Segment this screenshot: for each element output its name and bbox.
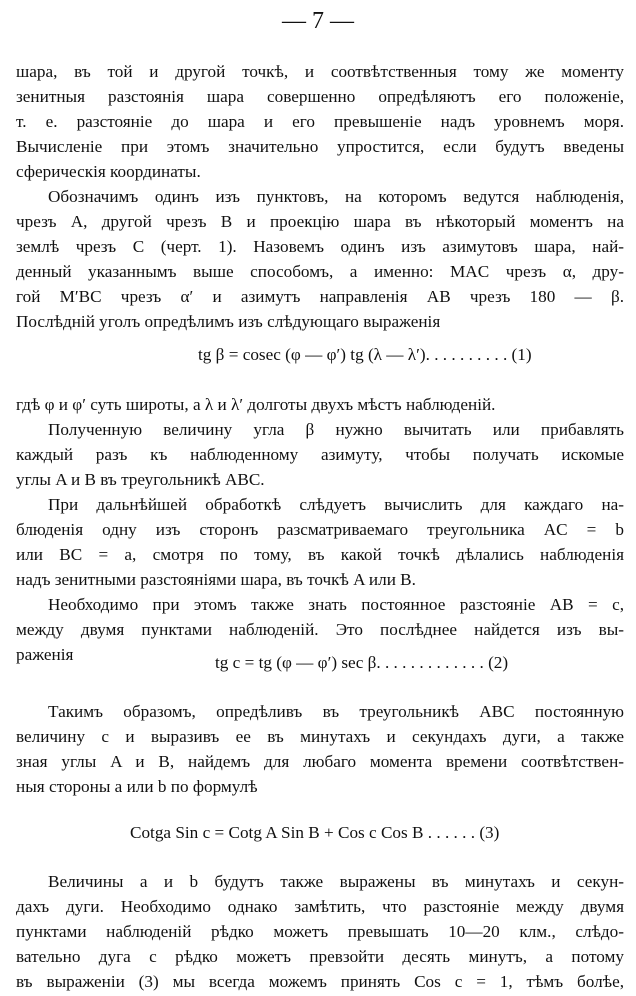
text-line: гдѣ φ и φ′ суть широты, а λ и λ′ долготы двухъ мѣстъ наблюденій.: [16, 395, 496, 414]
text-line: въ выраженіи (3) мы всегда можемъ принять Cos c = 1, тѣмъ болѣе,: [16, 972, 624, 991]
text-line: раженія: [16, 645, 74, 664]
text-line: чрезъ A, другой чрезъ B и проекцію шара въ нѣкоторый моментъ на: [16, 212, 624, 231]
text-line: или BC = a, смотря по тому, въ какой точкѣ дѣлались наблюденія: [16, 545, 624, 564]
text-line: надъ зенитными разстояніями шара, въ точкѣ A или B.: [16, 570, 416, 589]
text-line: Обозначимъ одинъ изъ пунктовъ, на которомъ ведутся наблюденія,: [48, 187, 624, 206]
text-line: землѣ чрезъ C (черт. 1). Назовемъ одинъ изъ азимутовъ шара, най-: [16, 237, 624, 256]
text-line: пунктами наблюденій рѣдко можетъ превышать 10—20 клм., слѣдо-: [16, 922, 624, 941]
page-number: — 7 —: [282, 8, 354, 34]
text-line: денный указаннымъ выше способомъ, а именно: MAC чрезъ α, дру-: [16, 262, 624, 281]
text-line: вательно дуга c рѣдко можетъ превзойти десять минутъ, а потому: [16, 947, 624, 966]
equation-3: Cotga Sin c = Cotg A Sin B + Cos c Cos B . . . . . . (3): [130, 823, 500, 842]
text-line: зенитныя разстоянія шара совершенно опредѣляютъ его положеніе,: [16, 87, 624, 106]
text-line: дахъ дуги. Необходимо однако замѣтить, что разстояніе между двумя: [16, 897, 624, 916]
text-line: Необходимо при этомъ также знать постоянное разстояніе AB = c,: [48, 595, 624, 614]
equation-2: tg c = tg (φ — φ′) sec β. . . . . . . . . . . . . (2): [215, 653, 509, 672]
text-line: между двумя пунктами наблюденій. Это послѣднее найдется изъ вы-: [16, 620, 624, 639]
text-line: блюденія одну изъ сторонъ разсматриваемаго треугольника AC = b: [16, 520, 624, 539]
text-line: Послѣдній уголъ опредѣлимъ изъ слѣдующаго выраженія: [16, 312, 441, 331]
text-line: углы A и B въ треугольникѣ ABC.: [16, 470, 265, 489]
text-line: Величины a и b будутъ также выражены въ минутахъ и секун-: [48, 872, 624, 891]
text-line: Полученную величину угла β нужно вычитать или прибавлять: [48, 420, 624, 439]
text-line: зная углы A и B, найдемъ для любаго момента времени соотвѣтствен-: [16, 752, 624, 771]
equation-1: tg β = cosec (φ — φ′) tg (λ — λ′). . . . . . . . . . (1): [198, 345, 532, 364]
text-line: гой M′BC чрезъ α′ и азимутъ направленія AB чрезъ 180 — β.: [16, 287, 624, 306]
text-line: При дальнѣйшей обработкѣ слѣдуетъ вычислить для каждаго на-: [48, 495, 624, 514]
text-line: сферическія координаты.: [16, 162, 201, 181]
text-line: величину c и выразивъ ее въ минутахъ и секундахъ дуги, а также: [16, 727, 624, 746]
text-line: ныя стороны a или b по формулѣ: [16, 777, 258, 796]
text-line: Такимъ образомъ, опредѣливъ въ треугольникѣ ABC постоянную: [48, 702, 624, 721]
text-line: каждый разъ къ наблюденному азимуту, чтобы получать искомые: [16, 445, 624, 464]
text-line: т. е. разстояніе до шара и его превышеніе надъ уровнемъ моря.: [16, 112, 624, 131]
text-line: шара, въ той и другой точкѣ, и соотвѣтственныя тому же моменту: [16, 62, 624, 81]
text-line: Вычисленіе при этомъ значительно упростится, если будутъ введены: [16, 137, 624, 156]
